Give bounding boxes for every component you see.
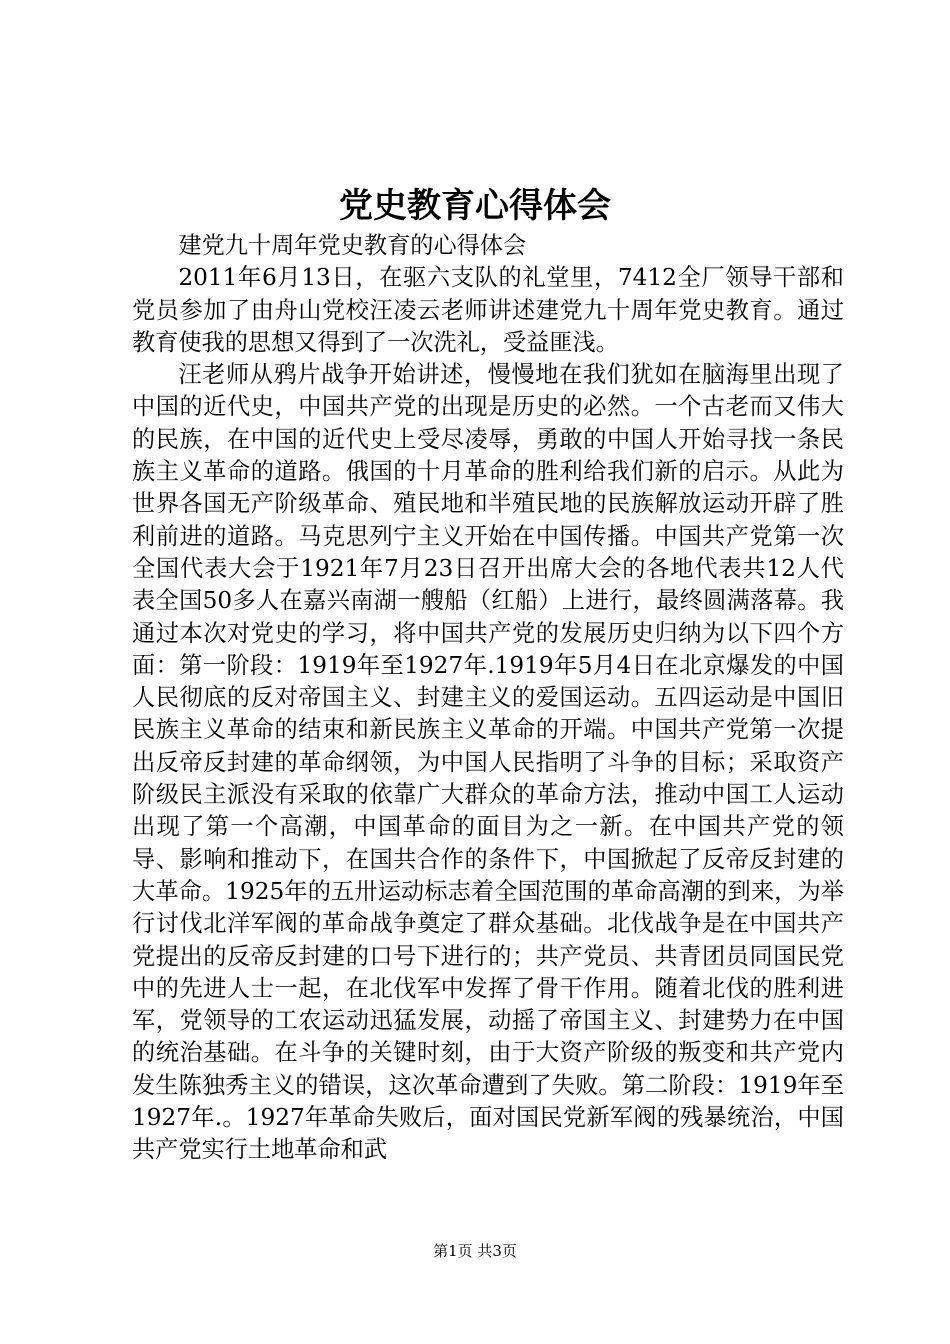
paragraph-subtitle: 建党九十周年党史教育的心得体会 [178, 232, 527, 259]
document-title: 党史教育心得体会 [339, 186, 611, 226]
page-footer: 第1页 共3页 [433, 1242, 517, 1260]
paragraph: 汪老师从鸦片战争开始讲述，慢慢地在我们犹如在脑海里出现了中国的近代史，中国共产党的出现是历史的必然。一个古老而又伟大的民族，在中国的近代史上受尽凌辱，勇敢的中国人开始寻找一条民族主义革命的道路。俄国的十月革命的胜利给我们新的启示。从此为世界各国无产阶级革命、殖民地和半殖民地的民族解放运动开辟了胜利前进的道路。马克思列宁主义开始在中国传播。中国共产党第一次全国代表大会于1921年7月23日召开出席大会的各地代表共12人代表全国50多人在嘉兴南湖一艘船（红船）上进行，最终圆满落幕。我通过本次对党史的学习，将中国共产党的发展历史归纳为以下四个方面：第一阶段：1919年至1927年.1919年5月4日在北京爆发的中国人民彻底的反对帝国主义、封建主义的爱国运动。五四运动是中国旧民族主义革命的结束和新民族主义革命的开端。中国共产党第一次提出反帝反封建的革命纲领，为中国人民指明了斗争的目标；采取资产阶级民主派没有采取的依靠广大群众的革命方法，推动中国工人运动出现了第一个高潮，中国革命的面目为之一新。在中国共产党的领导、影响和推动下，在国共合作的条件下，中国掀起了反帝反封建的大革命。1925年的五卅运动标志着全国范围的革命高潮的到来，为举行讨伐北洋军阀的革命战争奠定了群众基础。北伐战争是在中国共产党提出的反帝反封建的口号下进行的；共产党员、共青团员同国民党中的先进人士一起，在北伐军中发挥了骨干作用。随着北伐的胜利进军，党领导的工农运动迅猛发展，动摇了帝国主义、封建势力在中国的统治基础。在斗争的关键时刻，由于大资产阶级的叛变和共产党内发生陈独秀主义的错误，这次革命遭到了失败。第二阶段：1919年至1927年.。1927年革命失败后，面对国民党新军阀的残暴统治，中国共产党实行土地革命和武 [132, 361, 844, 1164]
paragraph: 2011年6月13日，在驱六支队的礼堂里，7412全厂领导干部和党员参加了由舟山党校汪凌云老师讲述建党九十周年党史教育。通过教育使我的思想又得到了一次洗礼，受益匪浅。 [132, 264, 844, 356]
document-body [132, 230, 844, 1167]
